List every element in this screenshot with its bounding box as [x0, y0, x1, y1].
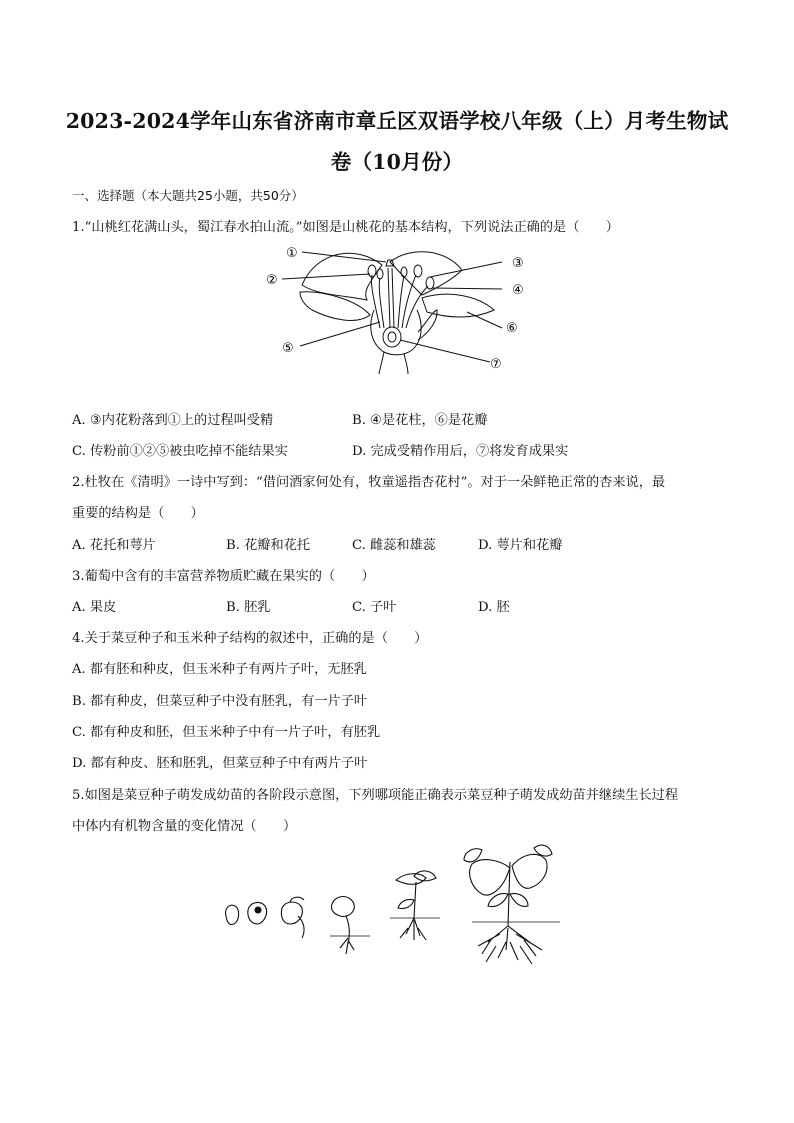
q2-option-a[interactable]: A. 花托和萼片: [72, 538, 156, 553]
question-1-stem: 1.“山桃红花满山头，蜀江春水拍山流。”如图是山桃花的基本结构，下列说法正确的是（ ）: [72, 220, 619, 235]
q4-option-b[interactable]: B. 都有种皮，但菜豆种子中没有胚乳，有一片子叶: [72, 694, 368, 709]
label-1: ①: [286, 246, 298, 261]
question-2-stem-line-1: 2.杜牧在《清明》一诗中写到：“借问酒家何处有，牧童遥指杏花村”。对于一朵鲜艳正常的杏来说，最: [72, 475, 666, 490]
q4-option-d[interactable]: D. 都有种皮、胚和胚乳，但菜豆种子中有两片子叶: [72, 756, 368, 771]
label-7: ⑦: [490, 357, 502, 372]
q4-option-c[interactable]: C. 都有种皮和胚，但玉米种子中有一片子叶，有胚乳: [72, 725, 381, 740]
q3-option-b[interactable]: B. 胚乳: [226, 600, 271, 615]
q1-option-b[interactable]: B. ④是花柱，⑥是花瓣: [352, 413, 488, 428]
section-heading: 一、选择题（本大题共25小题，共50分）: [72, 188, 304, 203]
q3-option-a[interactable]: A. 果皮: [72, 600, 117, 615]
q4-option-a[interactable]: A. 都有胚和种皮，但玉米种子有两片子叶，无胚乳: [72, 662, 367, 677]
q3-option-c[interactable]: C. 子叶: [352, 600, 397, 615]
label-2: ②: [266, 273, 278, 288]
exam-title-line-1: 2023-2024学年山东省济南市章丘区双语学校八年级（上）月考生物试: [65, 109, 729, 133]
q1-option-d[interactable]: D. 完成受精作用后，⑦将发育成果实: [352, 444, 569, 459]
label-3: ③: [512, 256, 524, 271]
question-2-stem-line-2: 重要的结构是（ ）: [72, 506, 204, 521]
question-3-stem: 3.葡萄中含有的丰富营养物质贮藏在果实的（ ）: [72, 569, 375, 584]
q2-option-d[interactable]: D. 萼片和花瓣: [478, 538, 563, 553]
label-6: ⑥: [506, 321, 518, 336]
q1-option-a[interactable]: A. ③内花粉落到①上的过程叫受精: [72, 413, 274, 428]
exam-title-line-2: 卷（10月份）: [330, 150, 464, 174]
q2-option-b[interactable]: B. 花瓣和花托: [226, 538, 311, 553]
label-5: ⑤: [282, 341, 294, 356]
question-5-stem-line-2: 中体内有机物含量的变化情况（ ）: [72, 819, 297, 834]
q1-option-c[interactable]: C. 传粉前①②⑤被虫吃掉不能结果实: [72, 444, 288, 459]
peach-flower-diagram: [262, 240, 532, 375]
bean-germination-diagram: [220, 838, 580, 968]
question-4-stem: 4.关于菜豆种子和玉米种子结构的叙述中，正确的是（ ）: [72, 631, 428, 646]
label-4: ④: [512, 283, 524, 298]
q3-option-d[interactable]: D. 胚: [478, 600, 510, 615]
q2-option-c[interactable]: C. 雌蕊和雄蕊: [352, 538, 436, 553]
question-5-stem-line-1: 5.如图是菜豆种子萌发成幼苗的各阶段示意图，下列哪项能正确表示菜豆种子萌发成幼苗并继续生长过程: [72, 788, 679, 803]
